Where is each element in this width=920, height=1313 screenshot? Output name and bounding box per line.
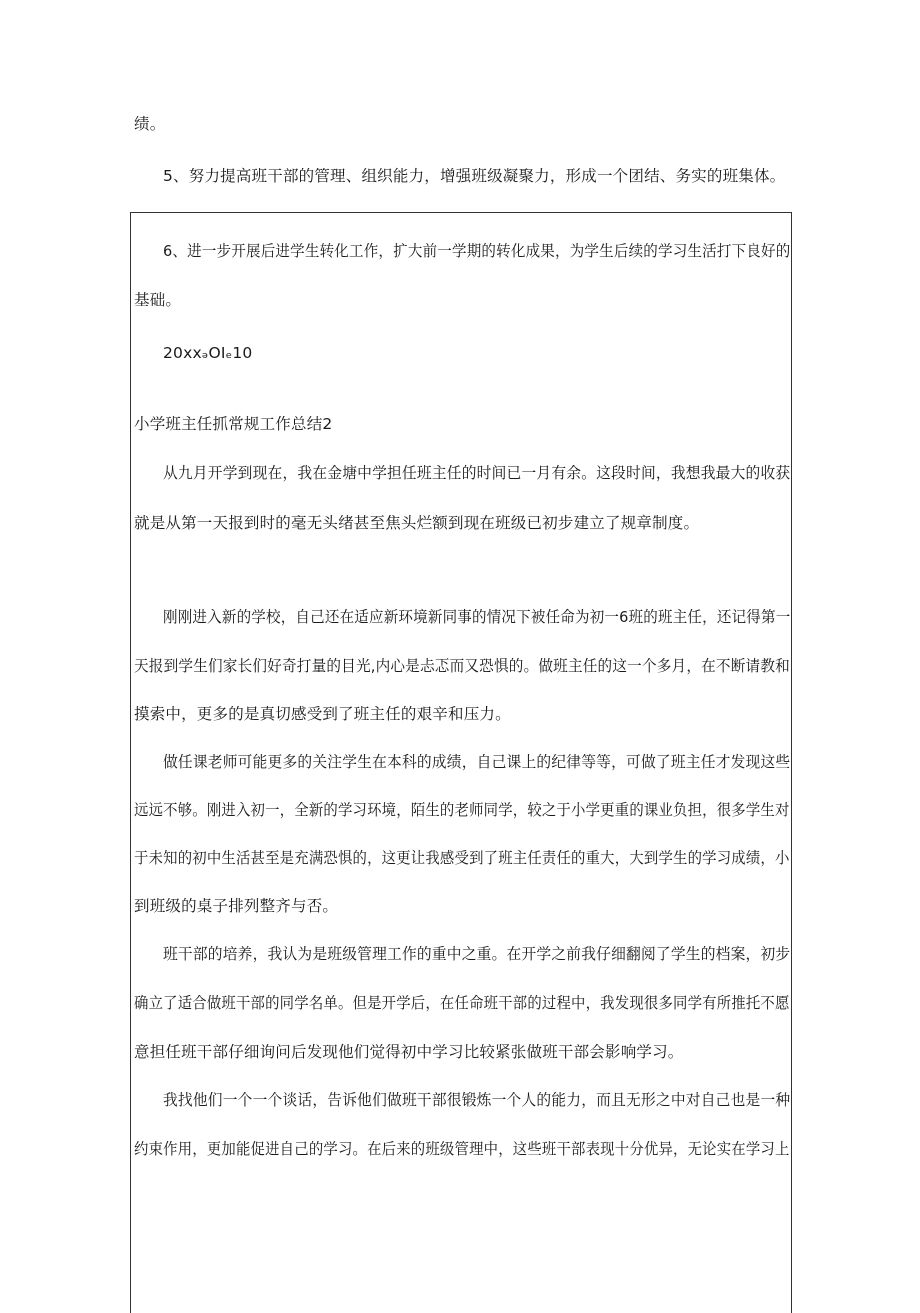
text-line: 到班级的桌子排列整齐与否。 [134,897,339,915]
text-line: 做任课老师可能更多的关注学生在本科的成绩，自己课上的纪律等等，可做了班主任才发现这些 [163,753,791,771]
text-line: 确立了适合做班干部的同学名单。但是开学后，在任命班干部的过程中，我发现很多同学有所推托不愿 [134,994,790,1012]
section-title: 小学班主任抓常规工作总结2 [134,415,333,433]
text-line: 班干部的培养，我认为是班级管理工作的重中之重。在开学之前我仔细翻阅了学生的档案，初步 [163,945,791,963]
text-line: 天报到学生们家长们好奇打量的目光,内心是忐忑而又恐惧的。做班主任的这一个多月，在不断请教和 [134,657,790,675]
date-line: 20xxₔOIₑ10 [163,344,253,362]
text-line: 我找他们一个一个谈话，告诉他们做班干部很锻炼一个人的能力，而且无形之中对自己也是一种 [163,1091,791,1109]
text-line: 基础。 [134,291,182,309]
text-line: 意担任班干部仔细询问后发现他们觉得初中学习比较紧张做班干部会影响学习。 [134,1043,684,1061]
text-line: 约束作用，更加能促进自己的学习。在后来的班级管理中，这些班干部表现十分优异，无论实在学习上 [134,1140,790,1158]
text-line: 摸索中，更多的是真切感受到了班主任的艰辛和压力。 [134,705,511,723]
text-line: 5、努力提高班干部的管理、组织能力，增强班级凝聚力，形成一个团结、务实的班集体。 [163,167,786,185]
text-line: 绩。 [134,115,166,133]
text-line: 6、进一步开展后进学生转化工作，扩大前一学期的转化成果，为学生后续的学习生活打下良好的 [163,242,791,260]
text-line: 从九月开学到现在，我在金塘中学担任班主任的时间已一月有余。这段时间，我想我最大的收获 [163,464,791,482]
text-line: 刚刚进入新的学校，自己还在适应新环境新同事的情况下被任命为初一6班的班主任，还记得第一 [163,608,791,626]
text-line: 远远不够。刚进入初一，全新的学习环境，陌生的老师同学，较之于小学更重的课业负担，很多学生对 [134,801,790,819]
text-line: 于未知的初中生活甚至是充满恐惧的，这更让我感受到了班主任责任的重大，大到学生的学习成绩，小 [134,849,790,867]
text-line: 就是从第一天报到时的毫无头绪甚至焦头烂额到现在班级已初步建立了规章制度。 [134,514,700,532]
